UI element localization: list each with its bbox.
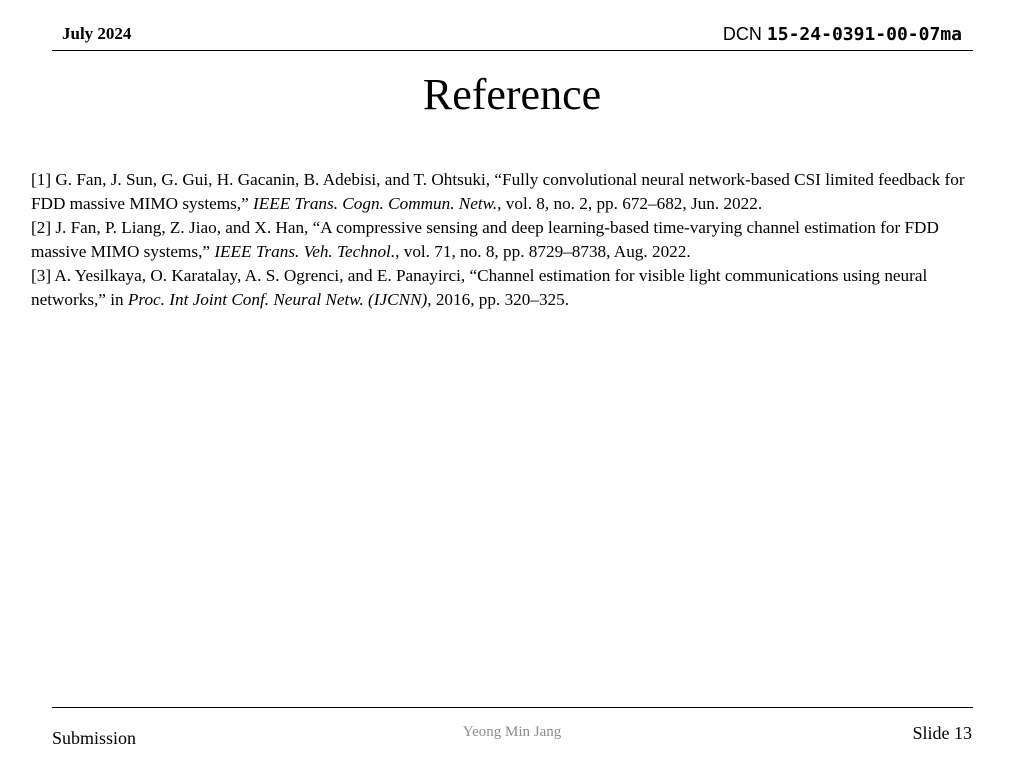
reference-item-3 [31,264,981,312]
reference-item-2 [31,216,981,264]
footer-author: Yeong Min Jang [462,724,562,740]
slide-number-value: 13 [954,723,972,743]
dcn-value: 15-24-0391-00-07ma [766,24,962,45]
reference-3-authors-title: [3] A. Yesilkaya, O. Karatalay, A. S. Ogrenci, and E. Panayirci, “Channel estimation for visible light communications using neural networks,” in [31,265,928,309]
header-divider [52,50,973,51]
reference-2-details: , vol. 71, no. 8, pp. 8729–8738, Aug. 2022. [395,241,691,261]
footer-divider [52,707,973,708]
reference-1-details: , vol. 8, no. 2, pp. 672–682, Jun. 2022. [497,193,763,213]
slide-number [912,723,972,744]
reference-item-1 [31,168,981,216]
slide-title: Reference [422,70,602,119]
footer-submission: Submission [52,728,137,748]
reference-1-venue: IEEE Trans. Cogn. Commun. Netw. [253,193,498,213]
reference-list [31,168,981,311]
header-date: July 2024 [62,24,132,43]
document-control-number [723,24,962,45]
reference-3-details: , 2016, pp. 320–325. [427,289,570,309]
slide-label: Slide [912,723,950,743]
dcn-prefix: DCN [722,24,762,44]
reference-1-authors-title: [1] G. Fan, J. Sun, G. Gui, H. Gacanin, B. Adebisi, and T. Ohtsuki, “Fully convolutional neural network-based CSI limited feedback for FDD massive MIMO systems,” [31,170,965,213]
reference-3-venue: Proc. Int Joint Conf. Neural Netw. (IJCNN) [127,289,428,309]
reference-2-venue: IEEE Trans. Veh. Technol. [214,241,396,261]
reference-2-authors-title: [2] J. Fan, P. Liang, Z. Jiao, and X. Han, “A compressive sensing and deep learning-based time-varying channel estimation for FDD massive MIMO systems,” [31,217,939,261]
